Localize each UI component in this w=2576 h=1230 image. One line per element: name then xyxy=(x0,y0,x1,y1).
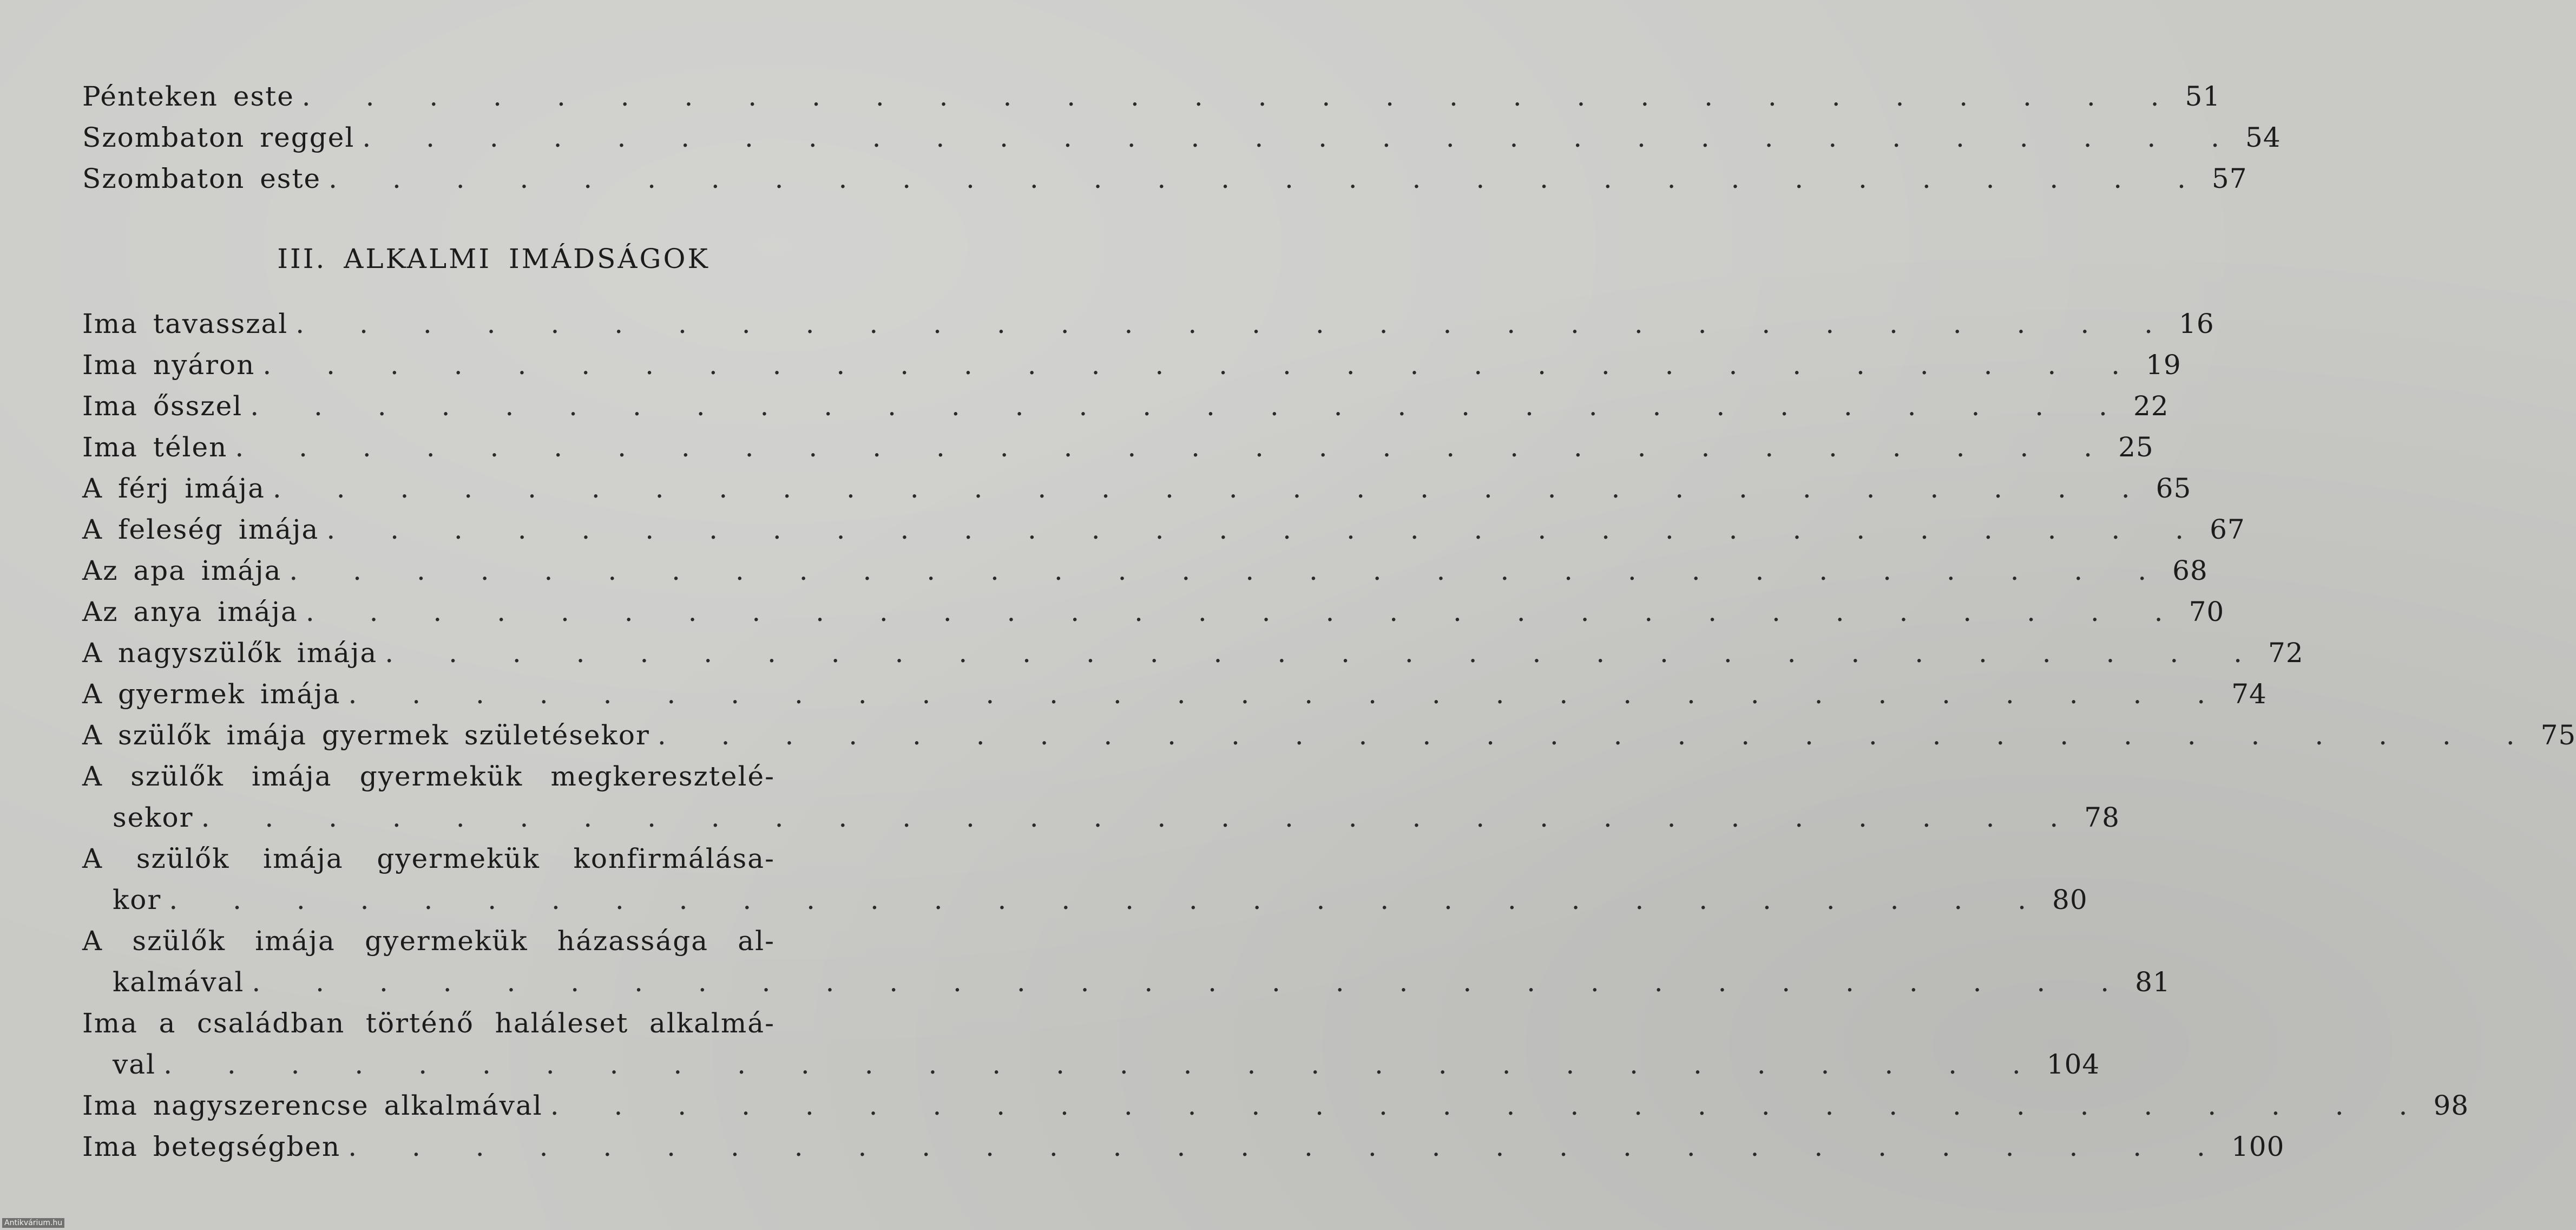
toc-entry-page: 75 xyxy=(2540,719,2576,751)
toc-entry-page: 78 xyxy=(2084,802,2120,833)
toc-entry-page: 72 xyxy=(2268,637,2304,669)
toc-entry-title: A nagyszülők imája xyxy=(82,637,378,669)
toc-entry-page: 80 xyxy=(2052,884,2088,915)
toc-entry xyxy=(82,468,2192,509)
dot-leader: . . . . . . . . . . . . . . . . . . . . . . . . . . . . . . xyxy=(262,349,2141,381)
toc-entry-title: Ima ősszel xyxy=(82,390,243,422)
toc-entry-wrapped xyxy=(82,838,2088,920)
toc-entry-page: 54 xyxy=(2245,122,2281,153)
dot-leader: . . . . . . . . . . . . . . . . . . . . . . . . . . . . . . xyxy=(326,514,2205,545)
toc-entry-wrapped xyxy=(82,756,2120,838)
toc-entry xyxy=(82,632,2304,673)
dot-leader: . . . . . . . . . . . . . . . . . . . . . . . . . . . . . . xyxy=(305,596,2184,627)
toc-entry-page: 25 xyxy=(2118,431,2154,463)
toc-entry-title: sekor xyxy=(113,802,194,833)
toc-entry-title: kor xyxy=(113,884,162,915)
dot-leader: . . . . . . . . . . . . . . . . . . . . . . . . . . . . . . xyxy=(385,637,2263,669)
toc-entry-title: Ima tavasszal xyxy=(82,308,288,339)
toc-entry-title: A szülők imája gyermek születésekor xyxy=(82,719,650,751)
toc-entry xyxy=(82,550,2208,591)
toc-entry xyxy=(82,427,2154,468)
watermark-label: Antikvárium.hu xyxy=(2,1218,64,1228)
toc-entry-continuation xyxy=(82,797,2120,838)
toc-entry-page: 65 xyxy=(2156,473,2192,504)
toc-entry-wrapped xyxy=(82,920,2171,1003)
toc-entry-first-line: Ima a családban történő haláleset alkalmá- xyxy=(82,1007,775,1039)
dot-leader: . . . . . . . . . . . . . . . . . . . . . . . . . . . . . . xyxy=(250,390,2128,422)
toc-entry xyxy=(82,715,2576,756)
dot-leader: . . . . . . . . . . . . . . . . . . . . . . . . . . . . . . xyxy=(201,802,2079,833)
toc-entry-page: 104 xyxy=(2046,1049,2100,1080)
dot-leader: . . . . . . . . . . . . . . . . . . . . . . . . . . . . . . xyxy=(295,308,2174,339)
toc-entry-title: kalmával xyxy=(113,966,245,998)
toc-entry-title: Ima nyáron xyxy=(82,349,255,381)
toc-entry xyxy=(82,303,2214,344)
dot-leader: . . . . . . . . . . . . . . . . . . . . . . . . . . . . . . xyxy=(348,1131,2226,1162)
toc-entry xyxy=(82,1085,2469,1126)
dot-leader: . . . . . . . . . . . . . . . . . . . . . . . . . . . . . . xyxy=(301,81,2180,112)
toc-entry-first-line: A szülők imája gyermekük megkeresztelé- xyxy=(82,761,775,792)
toc-entry-title: A feleség imája xyxy=(82,514,319,545)
toc-entry-continuation xyxy=(82,879,2088,920)
toc-entry-title: Ima télen xyxy=(82,431,228,463)
toc-entry xyxy=(82,344,2181,385)
section-heading: III. ALKALMI IMÁDSÁGOK xyxy=(277,243,710,274)
toc-entry xyxy=(82,76,2221,117)
toc-entry-page: 70 xyxy=(2189,596,2225,627)
dot-leader: . . . . . . . . . . . . . . . . . . . . . . . . . . . . . . xyxy=(362,122,2240,153)
toc-entry-continuation xyxy=(82,961,2171,1003)
toc-entry-first-line: A szülők imája gyermekük házassága al- xyxy=(82,925,775,957)
toc-entry-page: 22 xyxy=(2133,390,2169,422)
toc-entry-title: A gyermek imája xyxy=(82,678,341,710)
toc-entry-page: 74 xyxy=(2231,678,2267,710)
toc-entry xyxy=(82,509,2245,550)
toc-entry-page: 100 xyxy=(2231,1131,2285,1162)
toc-entry-first-line: A szülők imája gyermekük konfirmálása- xyxy=(82,843,775,874)
toc-entry-page: 98 xyxy=(2433,1090,2469,1121)
dot-leader: . . . . . . . . . . . . . . . . . . . . . . . . . . . . . . xyxy=(328,163,2206,194)
dot-leader: . . . . . . . . . . . . . . . . . . . . . . . . . . . . . . xyxy=(163,1049,2041,1080)
toc-entry-page: 57 xyxy=(2211,163,2248,194)
toc-entry-title: val xyxy=(113,1049,156,1080)
toc-entry-wrapped xyxy=(82,1003,2100,1085)
toc-entry-page: 51 xyxy=(2185,81,2221,112)
toc-entry xyxy=(82,591,2225,632)
toc-entry xyxy=(82,158,2248,199)
toc-entry-page: 67 xyxy=(2210,514,2245,545)
toc-entry xyxy=(82,673,2267,715)
toc-entry-title: Szombaton reggel xyxy=(82,122,355,153)
toc-entry-title: Ima betegségben xyxy=(82,1131,341,1162)
dot-leader: . . . . . . . . . . . . . . . . . . . . . . . . . . . . . . xyxy=(289,555,2167,586)
toc-entry-title: Az apa imája xyxy=(82,555,282,586)
toc-entry-title: Szombaton este xyxy=(82,163,321,194)
toc-entry-title: Pénteken este xyxy=(82,81,294,112)
dot-leader: . . . . . . . . . . . . . . . . . . . . . . . . . . . . . . xyxy=(235,431,2113,463)
toc-entry-page: 16 xyxy=(2179,308,2214,339)
dot-leader: . . . . . . . . . . . . . . . . . . . . . . . . . . . . . . xyxy=(348,678,2226,710)
dot-leader: . . . . . . . . . . . . . . . . . . . . . . . . . . . . . . xyxy=(272,473,2151,504)
toc-entry-title: A férj imája xyxy=(82,473,265,504)
dot-leader: . . . . . . . . . . . . . . . . . . . . . . . . . . . . . . xyxy=(169,884,2047,915)
toc-entry-title: Az anya imája xyxy=(82,596,298,627)
toc-entry-page: 81 xyxy=(2135,966,2171,998)
toc-entry xyxy=(82,1126,2285,1167)
dot-leader: . . . . . . . . . . . . . . . . . . . . . . . . . . . . . . xyxy=(550,1090,2428,1121)
dot-leader: . . . . . . . . . . . . . . . . . . . . . . . . . . . . . . xyxy=(252,966,2130,998)
toc-main-block xyxy=(82,303,2576,1167)
toc-entry-page: 19 xyxy=(2146,349,2181,381)
toc-top-block xyxy=(82,76,2281,199)
toc-entry-continuation xyxy=(82,1044,2100,1085)
toc-entry-title: Ima nagyszerencse alkalmával xyxy=(82,1090,543,1121)
toc-entry xyxy=(82,117,2281,158)
toc-entry-page: 68 xyxy=(2172,555,2208,586)
dot-leader: . . . . . . . . . . . . . . . . . . . . . . . . . . . . . . xyxy=(657,719,2535,751)
toc-entry xyxy=(82,385,2169,427)
